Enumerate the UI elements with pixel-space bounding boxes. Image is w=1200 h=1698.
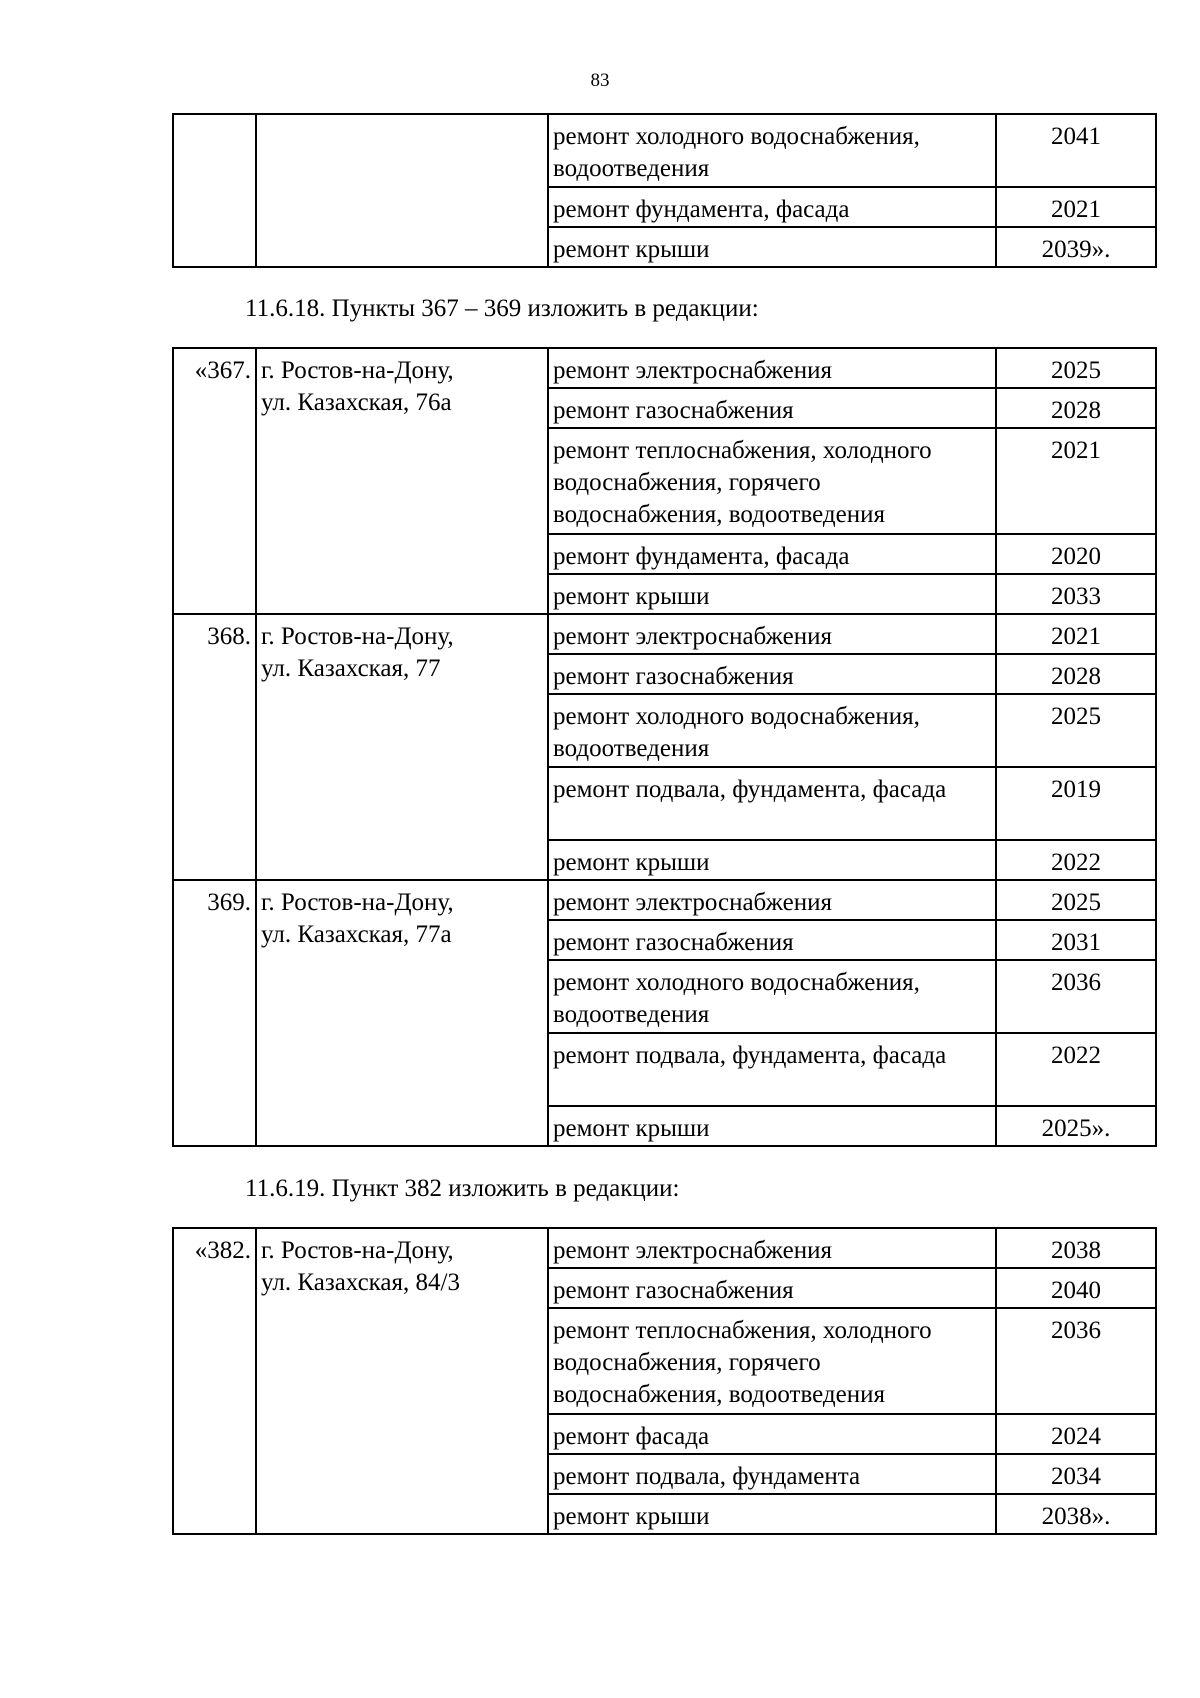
work-year: 2041 <box>996 114 1156 187</box>
item-number: 368. <box>173 614 256 880</box>
work-year: 2028 <box>996 654 1156 694</box>
item-address <box>256 614 548 880</box>
work-type: ремонт фасада <box>548 1414 996 1454</box>
work-year: 2031 <box>996 920 1156 960</box>
work-type: ремонт электроснабжения <box>548 614 996 654</box>
work-year: 2025 <box>996 880 1156 920</box>
item-number: 369. <box>173 880 256 1146</box>
work-type: ремонт холодного водоснабжения, водоотведения <box>548 114 996 187</box>
address-line: г. Ростов-на-Дону, <box>261 1237 454 1264</box>
address-line: г. Ростов-на-Дону, <box>261 889 454 916</box>
work-year: 2025 <box>996 694 1156 767</box>
table-row <box>173 880 1156 920</box>
section-heading-11-6-19: 11.6.19. Пункт 382 изложить в редакции: <box>245 1175 680 1202</box>
address-line: г. Ростов-на-Дону, <box>261 357 454 384</box>
page-number: 83 <box>590 70 610 91</box>
address-line: ул. Казахская, 84/3 <box>261 1269 460 1296</box>
item-number: «367. <box>173 348 256 614</box>
work-year: 2039». <box>996 227 1156 267</box>
address-line: ул. Казахская, 76а <box>261 389 452 416</box>
work-type: ремонт электроснабжения <box>548 1228 996 1268</box>
work-type: ремонт электроснабжения <box>548 348 996 388</box>
item-address <box>256 880 548 1146</box>
work-type: ремонт крыши <box>548 1106 996 1146</box>
item-address <box>256 348 548 614</box>
repair-schedule-table-continued <box>172 113 1157 268</box>
table-row <box>173 614 1156 654</box>
work-type: ремонт фундамента, фасада <box>548 187 996 227</box>
work-year: 2022 <box>996 840 1156 880</box>
work-year: 2020 <box>996 534 1156 574</box>
work-year: 2021 <box>996 187 1156 227</box>
work-year: 2038 <box>996 1228 1156 1268</box>
work-year: 2022 <box>996 1033 1156 1106</box>
work-year: 2019 <box>996 767 1156 840</box>
repair-schedule-table-items-367-369 <box>172 347 1157 1147</box>
work-year: 2021 <box>996 428 1156 534</box>
work-type: ремонт теплоснабжения, холодного водоснабжения, горячего водоснабжения, водоотведения <box>548 428 996 534</box>
work-type: ремонт холодного водоснабжения, водоотведения <box>548 694 996 767</box>
work-type: ремонт газоснабжения <box>548 920 996 960</box>
work-year: 2024 <box>996 1414 1156 1454</box>
work-year: 2033 <box>996 574 1156 614</box>
repair-schedule-table-item-382 <box>172 1227 1157 1535</box>
address-line: ул. Казахская, 77а <box>261 921 452 948</box>
work-year: 2028 <box>996 388 1156 428</box>
section-heading-11-6-18: 11.6.18. Пункты 367 – 369 изложить в редакции: <box>245 295 759 322</box>
work-type: ремонт холодного водоснабжения, водоотведения <box>548 960 996 1033</box>
work-year: 2036 <box>996 1308 1156 1414</box>
work-year: 2025». <box>996 1106 1156 1146</box>
work-year: 2040 <box>996 1268 1156 1308</box>
work-type: ремонт газоснабжения <box>548 654 996 694</box>
work-type: ремонт крыши <box>548 574 996 614</box>
address-line: ул. Казахская, 77 <box>261 655 441 682</box>
item-number <box>173 114 256 267</box>
work-type: ремонт крыши <box>548 1494 996 1534</box>
work-year: 2036 <box>996 960 1156 1033</box>
work-type: ремонт подвала, фундамента, фасада <box>548 1033 996 1106</box>
work-year: 2034 <box>996 1454 1156 1494</box>
item-address <box>256 1228 548 1534</box>
work-year: 2038». <box>996 1494 1156 1534</box>
work-type: ремонт крыши <box>548 227 996 267</box>
work-type: ремонт крыши <box>548 840 996 880</box>
work-type: ремонт подвала, фундамента <box>548 1454 996 1494</box>
work-type: ремонт газоснабжения <box>548 1268 996 1308</box>
table-row <box>173 114 1156 187</box>
address-line: г. Ростов-на-Дону, <box>261 623 454 650</box>
work-type: ремонт подвала, фундамента, фасада <box>548 767 996 840</box>
table-row <box>173 1228 1156 1268</box>
work-type: ремонт электроснабжения <box>548 880 996 920</box>
item-address <box>256 114 548 267</box>
work-year: 2025 <box>996 348 1156 388</box>
work-type: ремонт теплоснабжения, холодного водоснабжения, горячего водоснабжения, водоотведения <box>548 1308 996 1414</box>
work-type: ремонт газоснабжения <box>548 388 996 428</box>
table-row <box>173 348 1156 388</box>
item-number: «382. <box>173 1228 256 1534</box>
work-type: ремонт фундамента, фасада <box>548 534 996 574</box>
work-year: 2021 <box>996 614 1156 654</box>
